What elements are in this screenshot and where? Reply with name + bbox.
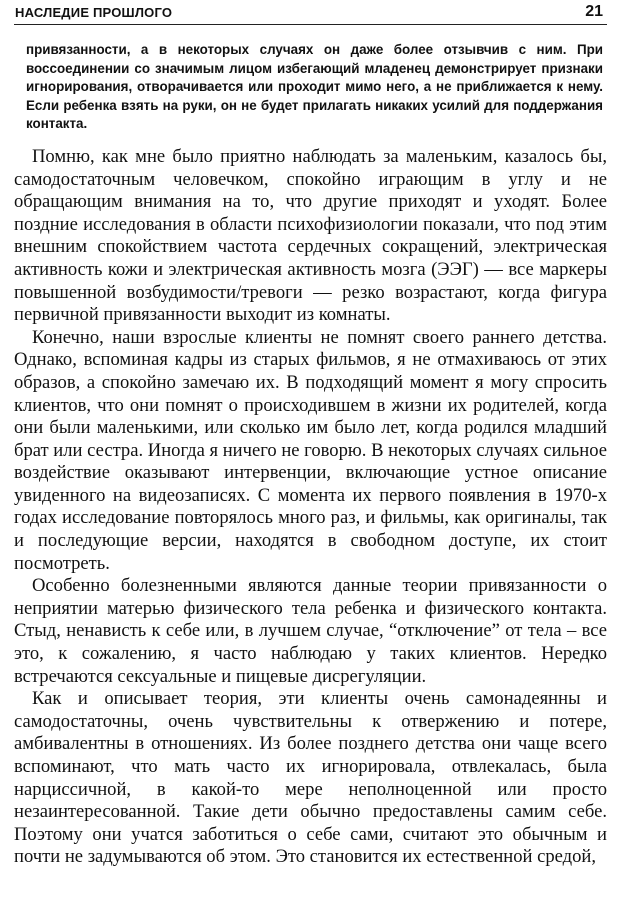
- page-number: 21: [585, 3, 603, 20]
- body-text: [14, 146, 607, 869]
- paragraph: Как и описывает теория, эти клиенты очень самонадеянны и самодостаточны, очень чувствительны к отвержению и потере, амбивалентны в отношениях. Из более позднего детства они чаще всего вспоминают, что мать часто их игнорировала, отвлекалась, была нарциссичной, в какой-то мере неполноценной или просто незаинтересованной. Такие дети обычно предоставлены самим себе. Поэтому они учатся заботиться о себе сами, считают это обычным и почти не задумываются об этом. Это становится их естественной средой,: [14, 688, 607, 868]
- running-head: [14, 2, 607, 25]
- boxed-excerpt: привязанности, а в некоторых случаях он даже более отзывчив с ним. При воссоединении со значимым лицом избегающий младенец демонстрирует признаки игнорирования, отворачивается или проходит мимо него, а не приближается к нему. Если ребенка взять на руки, он не будет прилагать никаких усилий для поддержания контакта.: [26, 42, 603, 132]
- running-title: НАСЛЕДИЕ ПРОШЛОГО: [15, 5, 173, 20]
- paragraph: Особенно болезненными являются данные теории привязанности о неприятии матерью физического тела ребенка и физического контакта. Стыд, ненависть к себе или, в лучшем случае, “отключение” от тела – все это, к сожалению, я часто наблюдаю у таких клиентов. Нередко встречаются сексуальные и пищевые дисрегуляции.: [14, 575, 607, 687]
- paragraph: Конечно, наши взрослые клиенты не помнят своего раннего детства. Однако, вспоминая кадры из старых фильмов, я не отмахиваюсь от этих образов, а спокойно замечаю их. В подходящий момент я могу спросить клиентов, что они помнят о происходившем в жизни их родителей, когда они были маленькими, или сколько им было лет, когда родился младший брат или сестра. Иногда я ничего не говорю. В некоторых случаях сильное воздействие оказывают интервенции, включающие устное описание увиденного на видеозаписях. С момента их первого появления в 1970-х годах исследование повторялось много раз, и фильмы, как оригиналы, так и последующие версии, находятся в свободном доступе, их стоит посмотреть.: [14, 326, 608, 574]
- paragraph: Помню, как мне было приятно наблюдать за маленьким, казалось бы, самодостаточным человечком, спокойно играющим в углу и не обращающим внимания на то, что другие приходят и уходят. Более поздние исследования в области психофизиологии показали, что под этим внешним спокойствием частота сердечных сокращений, электрическая активность кожи и электрическая активность мозга (ЭЭГ) — все маркеры повышенной возбудимости/тревоги — резко возрастают, когда фигура первичной привязанности выходит из комнаты.: [14, 145, 607, 326]
